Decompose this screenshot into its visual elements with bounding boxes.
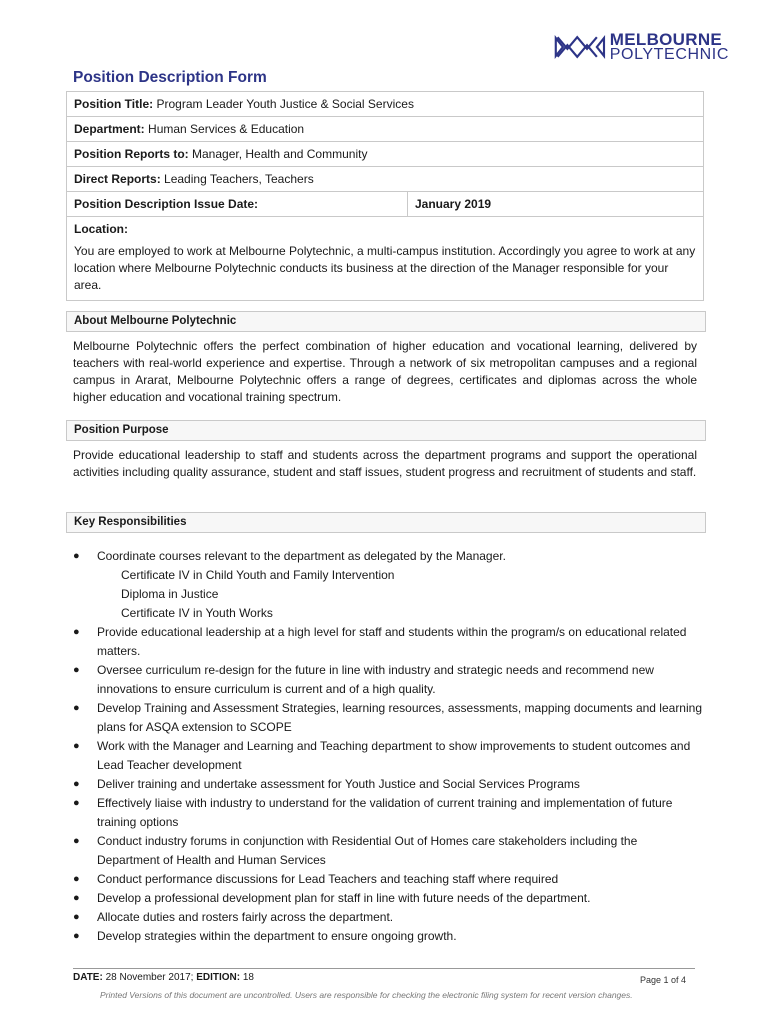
department-label: Department: — [74, 122, 145, 136]
edition-value: 18 — [240, 972, 254, 983]
reports-to-label: Position Reports to: — [74, 147, 189, 161]
list-item: ● Conduct industry forums in conjunction with Residential Out of Homes care stakeholders including the Department of Health and Human Services — [73, 834, 638, 867]
department-row — [67, 117, 704, 142]
logo-mark-icon — [554, 32, 606, 62]
purpose-heading: Position Purpose — [66, 420, 706, 441]
list-item: ● Provide educational leadership at a high level for staff and students within the program/s on educational related matters. — [73, 625, 687, 658]
bullet-icon: ● — [73, 626, 80, 638]
logo-line2: POLYTECHNIC — [609, 46, 729, 63]
position-title-row — [67, 92, 704, 117]
footer-disclaimer: Printed Versions of this document are uncontrolled. Users are responsible for checking the electronic filing system for recent version changes. — [100, 990, 633, 1000]
responsibilities-heading: Key Responsibilities — [66, 512, 706, 533]
issue-date-row — [67, 192, 704, 217]
list-item: ● Develop Training and Assessment Strategies, learning resources, assessments, mapping documents and learning plans for ASQA extension to SCOPE — [73, 701, 702, 734]
list-item: ● Effectively liaise with industry to understand for the validation of current training and implementation of future training options — [73, 796, 673, 829]
bullet-icon: ● — [73, 911, 80, 923]
issue-date-value: January 2019 — [415, 197, 492, 211]
footer-divider — [73, 968, 695, 969]
reports-to-row — [67, 142, 704, 167]
sub-item: Certificate IV in Child Youth and Family Intervention — [121, 568, 395, 582]
bullet-icon: ● — [73, 835, 80, 847]
date-label: DATE: — [73, 972, 103, 983]
location-label: Location: — [74, 222, 128, 236]
list-item: ● Deliver training and undertake assessment for Youth Justice and Social Services Programs — [73, 775, 703, 794]
list-item: ● Develop a professional development plan for staff in line with future needs of the department. — [73, 889, 703, 908]
sub-item: Certificate IV in Youth Works — [121, 606, 273, 620]
bullet-icon: ● — [73, 778, 80, 790]
bullet-icon: ● — [73, 702, 80, 714]
melbourne-polytechnic-logo — [554, 30, 729, 64]
location-row — [67, 217, 704, 301]
about-heading: About Melbourne Polytechnic — [66, 311, 706, 332]
bullet-icon: ● — [73, 740, 80, 752]
bullet-icon: ● — [73, 550, 80, 562]
list-item: ● Conduct performance discussions for Lead Teachers and teaching staff where required — [73, 870, 703, 889]
issue-date-label: Position Description Issue Date: — [74, 197, 259, 211]
logo-line1: MELBOURNE — [609, 30, 723, 49]
about-text: Melbourne Polytechnic offers the perfect combination of higher education and vocational learning, delivered by teachers with real-world experience and expertise. Through a network of six metropolitan campuses and a regional campus in Ararat, Melbourne Polytechnic offers a range of degrees, certificates and diplomas across the whole higher education and vocational training spectrum. — [73, 339, 697, 404]
department-value: Human Services & Education — [148, 122, 305, 136]
date-value: 28 November 2017; — [102, 972, 197, 983]
list-item: ● Allocate duties and rosters fairly across the department. — [73, 908, 703, 927]
purpose-text: Provide educational leadership to staff and students across the department programs and support the operational activities including quality assurance, student and staff issues, student progress and recruitment of students and staff. — [73, 448, 697, 479]
reports-to-value: Manager, Health and Community — [192, 147, 368, 161]
page-number: Page 1 of 4 — [640, 975, 687, 985]
bullet-icon: ● — [73, 797, 80, 809]
sub-item: Diploma in Justice — [121, 587, 219, 601]
bullet-icon: ● — [73, 892, 80, 904]
edition-label: EDITION: — [196, 972, 241, 983]
position-info-table — [66, 91, 704, 301]
footer-date — [73, 972, 254, 983]
position-title-value: Program Leader Youth Justice & Social Services — [156, 97, 414, 111]
list-item: ● Coordinate courses relevant to the department as delegated by the Manager. Certificate IV in Child Youth and Family Intervention Diploma in Justice Certificate IV in Youth Works — [73, 547, 703, 623]
bullet-icon: ● — [73, 664, 80, 676]
bullet-icon: ● — [73, 930, 80, 942]
list-item: ● Work with the Manager and Learning and Teaching department to show improvements to student outcomes and Lead Teacher development — [73, 739, 691, 772]
location-text: You are employed to work at Melbourne Polytechnic, a multi-campus institution. Accordingly you agree to work at any location where Melbourne Polytechnic conducts its business at the direction of the Manager responsible for your area. — [74, 244, 696, 292]
position-title-label: Position Title: — [74, 97, 154, 111]
list-item: ● Develop strategies within the department to ensure ongoing growth. — [73, 927, 703, 946]
direct-reports-label: Direct Reports: — [74, 172, 161, 186]
direct-reports-row — [67, 167, 704, 192]
direct-reports-value: Leading Teachers, Teachers — [164, 172, 314, 186]
list-item: ● Oversee curriculum re-design for the future in line with industry and strategic needs and recommend new innovations to ensure curriculum is current and of a high quality. — [73, 663, 654, 696]
form-title: Position Description Form — [73, 69, 267, 86]
responsibilities-list — [73, 547, 703, 946]
bullet-icon: ● — [73, 873, 80, 885]
